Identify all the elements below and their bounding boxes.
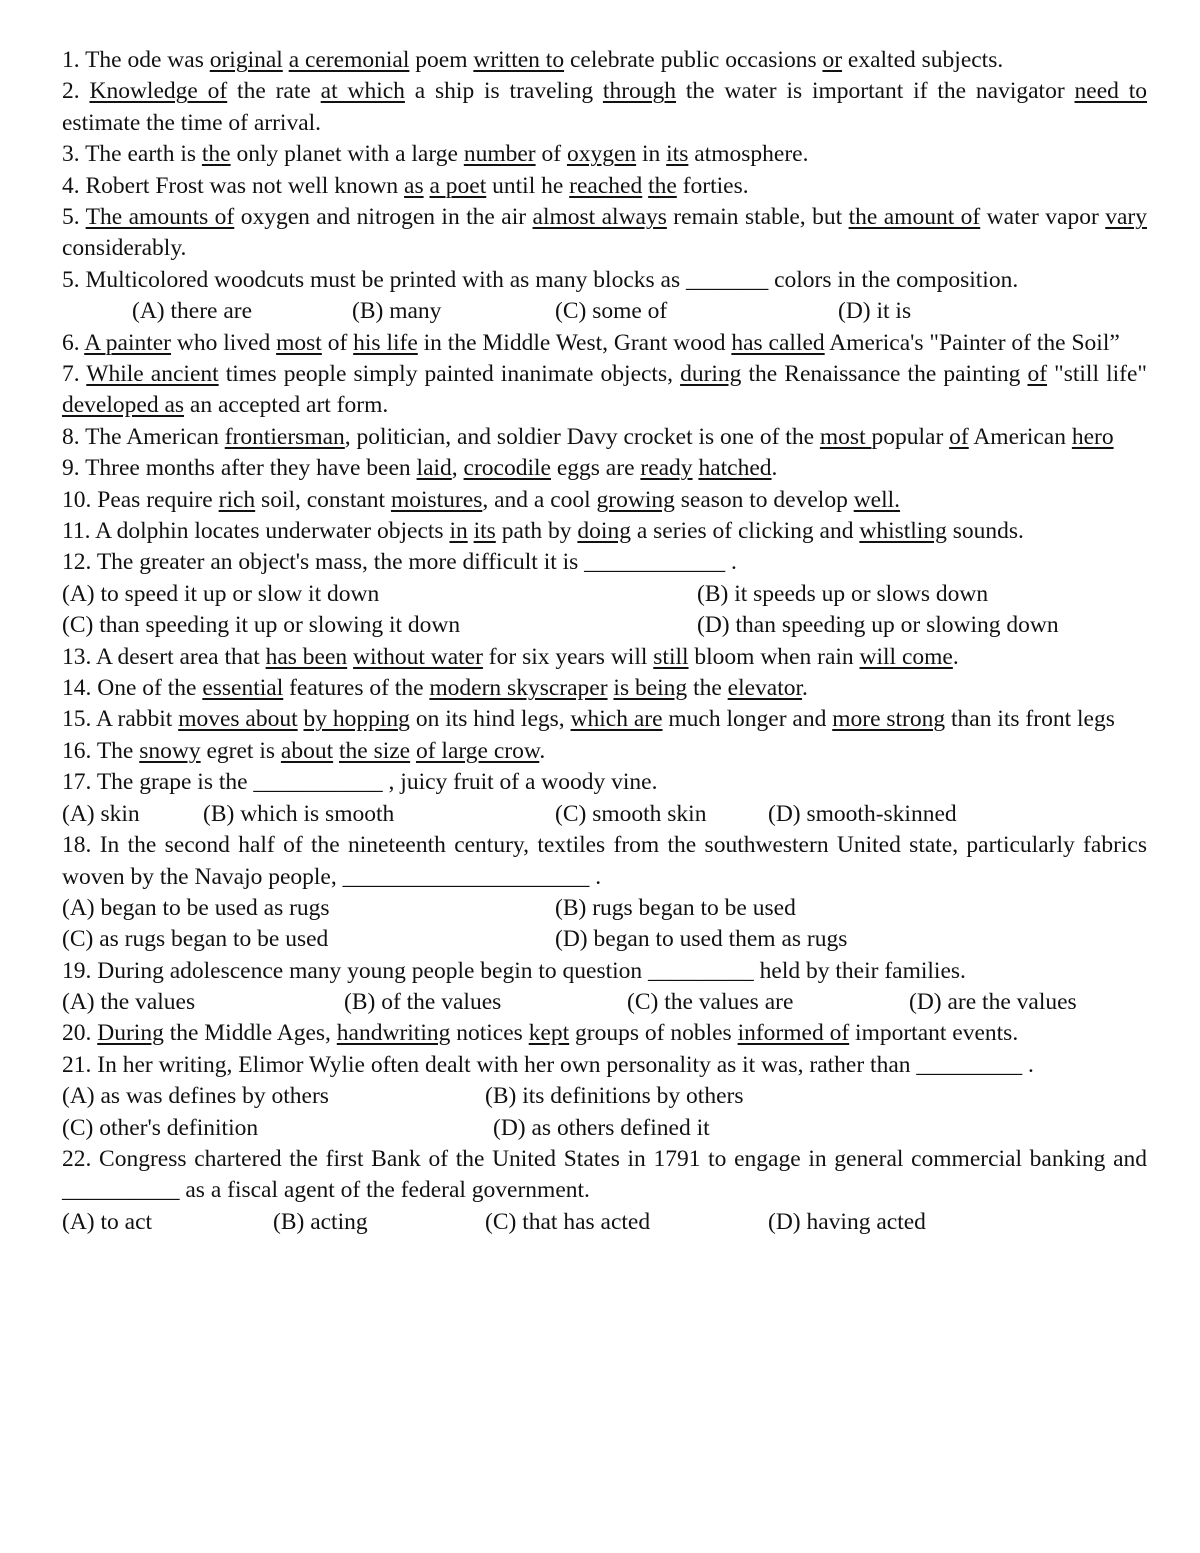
underlined-phrase: snowy	[139, 737, 201, 764]
underlined-phrase: crocodile	[463, 455, 551, 482]
question-text: for six years will	[482, 643, 654, 670]
answer-option[interactable]: (C) than speeding it up or slowing it down	[62, 612, 461, 639]
question-q16	[62, 736, 1147, 767]
underlined-phrase: in	[449, 518, 468, 545]
underlined-phrase: which are	[570, 706, 663, 733]
underlined-phrase: written to	[473, 47, 565, 73]
question-text: a ship is traveling	[404, 78, 603, 105]
underlined-phrase: oxygen	[566, 141, 637, 168]
underlined-phrase: the	[201, 141, 231, 168]
question-q12	[62, 547, 1147, 578]
underlined-phrase: The amounts of	[85, 204, 235, 231]
underlined-phrase: the amount of	[848, 204, 981, 231]
question-text: 20.	[62, 1020, 98, 1047]
question-text: 1. The ode was	[62, 47, 210, 73]
question-text: bloom when rain	[688, 643, 860, 670]
underlined-phrase: whistling	[859, 518, 947, 545]
question-text: in the Middle West, Grant wood	[417, 329, 732, 356]
question-text: .	[771, 455, 778, 482]
question-text: 16. The	[62, 737, 140, 764]
question-q2	[62, 76, 1147, 139]
underlined-phrase: will come	[859, 643, 953, 670]
question-text: who lived	[171, 329, 277, 356]
question-q20	[62, 1018, 1147, 1049]
underlined-phrase: need to	[1074, 78, 1147, 105]
question-text: 4. Robert Frost was not well known	[62, 172, 405, 199]
underlined-phrase: handwriting	[336, 1020, 451, 1047]
answer-option[interactable]: (A) as was defines by others	[62, 1083, 329, 1110]
question-q19	[62, 956, 1147, 987]
underlined-phrase: most	[819, 423, 872, 450]
underlined-phrase: doing	[577, 518, 631, 545]
answer-option[interactable]: (A) the values	[62, 989, 196, 1016]
answer-options-row	[62, 799, 1147, 830]
question-q8	[62, 422, 1147, 453]
answer-option[interactable]: (B) of the values	[344, 989, 502, 1016]
question-text: 7.	[62, 361, 87, 388]
underlined-phrase: almost always	[532, 204, 667, 231]
underlined-phrase: of large crow	[415, 737, 540, 764]
answer-option[interactable]: (C) smooth skin	[555, 800, 707, 827]
question-text: poem	[409, 47, 474, 73]
question-text: in	[636, 141, 667, 168]
underlined-phrase: kept	[528, 1020, 570, 1047]
question-text: the Renaissance the painting	[741, 361, 1028, 388]
underlined-phrase: laid	[416, 455, 452, 482]
question-q9	[62, 453, 1147, 484]
answer-option[interactable]: (B) which is smooth	[203, 800, 395, 827]
underlined-phrase: ready	[640, 455, 693, 482]
underlined-phrase: without water	[353, 643, 483, 670]
underlined-phrase: reached	[569, 172, 643, 199]
underlined-phrase: vary	[1105, 204, 1148, 231]
underlined-phrase: at which	[320, 78, 405, 105]
answer-option[interactable]: (B) it speeds up or slows down	[697, 580, 989, 607]
underlined-phrase: essential	[202, 675, 284, 702]
question-q3	[62, 139, 1147, 170]
question-text: 19. During adolescence many young people begin to question _________ held by their families.	[62, 957, 966, 984]
underlined-phrase: hero	[1071, 423, 1114, 450]
question-q6	[62, 328, 1147, 359]
answer-option[interactable]: (D) as others defined it	[493, 1114, 710, 1141]
question-text: , politician, and soldier Davy crocket is one of the	[344, 423, 820, 450]
answer-options-row	[62, 893, 1147, 924]
underlined-phrase: elevator	[727, 675, 803, 702]
underlined-phrase: moves about	[178, 706, 298, 733]
question-q11	[62, 516, 1147, 547]
underlined-phrase: frontiersman	[224, 423, 345, 450]
question-text: of	[535, 141, 567, 168]
underlined-phrase: its	[666, 141, 689, 168]
answer-option[interactable]: (D) began to used them as rugs	[555, 926, 848, 953]
answer-options-row	[62, 296, 1147, 327]
question-text: the rate	[227, 78, 321, 105]
answer-option[interactable]: (B) many	[352, 298, 442, 325]
underlined-phrase: modern skyscraper	[429, 675, 608, 702]
question-q7	[62, 359, 1147, 422]
question-q10	[62, 485, 1147, 516]
question-text: considerably.	[62, 235, 187, 262]
underlined-phrase: of	[949, 423, 969, 450]
underlined-phrase: about	[280, 737, 334, 764]
question-text: a series of clicking and	[630, 518, 860, 545]
underlined-phrase: rich	[218, 486, 256, 513]
underlined-phrase: Knowledge of	[89, 78, 228, 105]
question-text: .	[952, 643, 959, 670]
underlined-phrase: his life	[353, 329, 418, 356]
underlined-phrase: of	[1027, 361, 1048, 388]
underlined-phrase: as	[404, 172, 424, 199]
question-text: "still life"	[1047, 361, 1147, 388]
answer-option[interactable]: (A) there are	[132, 298, 253, 325]
question-text: America's "Painter of the Soil”	[824, 329, 1120, 356]
underlined-phrase: is being	[613, 675, 688, 702]
question-text: ,	[451, 455, 464, 482]
answer-option[interactable]: (B) acting	[273, 1208, 368, 1235]
question-text: 13. A desert area that	[62, 643, 266, 670]
question-text: 6.	[62, 329, 85, 356]
underlined-phrase: During	[97, 1020, 164, 1047]
question-text: 18. In the second half of the nineteenth century, textiles from the southwestern United state, particularly fabrics woven by the Navajo people, _____________________ .	[62, 832, 1147, 890]
question-text: remain stable, but	[666, 204, 849, 231]
question-text: soil, constant	[255, 486, 391, 513]
question-q1	[62, 45, 1147, 76]
answer-option[interactable]: (A) skin	[62, 800, 140, 827]
question-text: 5. Multicolored woodcuts must be printed with as many blocks as _______ colors in the composition.	[62, 266, 1019, 293]
answer-option[interactable]: (C) that has acted	[485, 1208, 651, 1235]
question-text: groups of nobles	[569, 1020, 738, 1047]
question-q13	[62, 642, 1147, 673]
question-text: forties.	[676, 172, 749, 199]
underlined-phrase: growing	[596, 486, 675, 513]
underlined-phrase: hatched	[698, 455, 772, 482]
question-text: important events.	[849, 1020, 1019, 1047]
underlined-phrase: or	[822, 47, 843, 73]
question-text: .	[802, 675, 808, 702]
question-q4	[62, 171, 1147, 202]
question-text: 5.	[62, 204, 86, 231]
question-q17	[62, 767, 1147, 798]
question-text: notices	[450, 1020, 529, 1047]
question-text: atmosphere.	[688, 141, 809, 168]
answer-options-row	[62, 579, 1147, 610]
underlined-phrase: has called	[731, 329, 825, 356]
question-text: egret is	[200, 737, 281, 764]
answer-option[interactable]: (A) to speed it up or slow it down	[62, 580, 380, 607]
question-text: estimate the time of arrival.	[62, 109, 322, 136]
question-text: on its hind legs,	[409, 706, 571, 733]
question-text: an accepted art form.	[184, 392, 389, 419]
question-text: 17. The grape is the ___________ , juicy fruit of a woody vine.	[62, 769, 658, 796]
underlined-phrase: more strong	[832, 706, 946, 733]
answer-options-row	[62, 1207, 1147, 1238]
answer-option[interactable]: (C) as rugs began to be used	[62, 926, 329, 953]
answer-option[interactable]: (A) began to be used as rugs	[62, 894, 330, 921]
question-text: popular	[871, 423, 950, 450]
underlined-phrase: most	[276, 329, 322, 356]
underlined-phrase: original	[209, 47, 283, 73]
question-text: 14. One of the	[62, 675, 203, 702]
question-text: .	[539, 737, 546, 764]
question-text: only planet with a large	[230, 141, 464, 168]
answer-option[interactable]: (D) smooth-skinned	[768, 800, 957, 827]
answer-options-row	[62, 610, 1147, 641]
question-text: features of the	[283, 675, 430, 702]
answer-option[interactable]: (D) having acted	[768, 1208, 926, 1235]
question-text: , and a cool	[482, 486, 597, 513]
answer-options-row	[62, 1081, 1147, 1112]
answer-option[interactable]: (D) than speeding up or slowing down	[697, 612, 1059, 639]
answer-option[interactable]: (B) rugs began to be used	[555, 894, 796, 921]
answer-option[interactable]: (D) are the values	[909, 989, 1077, 1016]
answer-option[interactable]: (C) other's definition	[62, 1114, 259, 1141]
question-text: the water is important if the navigator	[676, 78, 1075, 105]
question-text: water vapor	[980, 204, 1106, 231]
question-q15	[62, 704, 1147, 735]
underlined-phrase: through	[602, 78, 677, 105]
underlined-phrase: a poet	[429, 172, 487, 199]
question-text: season to develop	[674, 486, 854, 513]
question-q5b	[62, 265, 1147, 296]
underlined-phrase: the size	[338, 737, 411, 764]
underlined-phrase: A painter	[84, 329, 172, 356]
question-q22	[62, 1144, 1147, 1207]
underlined-phrase: informed of	[737, 1020, 850, 1047]
question-q21	[62, 1050, 1147, 1081]
question-q5a	[62, 202, 1147, 265]
answer-option[interactable]: (D) it is	[838, 298, 912, 325]
underlined-phrase: has been	[265, 643, 348, 670]
question-text: 12. The greater an object's mass, the more difficult it is ____________ .	[62, 549, 737, 576]
question-text: eggs are	[550, 455, 641, 482]
underlined-phrase: during	[680, 361, 742, 388]
answer-options-row	[62, 1113, 1147, 1144]
question-text: of	[321, 329, 354, 356]
question-text: 9. Three months after they have been	[62, 455, 417, 482]
question-q14	[62, 673, 1147, 704]
question-text: path by	[495, 518, 578, 545]
underlined-phrase: While ancient	[86, 361, 219, 388]
underlined-phrase: the	[648, 172, 677, 199]
answer-options-row	[62, 924, 1147, 955]
question-text: oxygen and nitrogen in the air	[234, 204, 533, 231]
question-text: until he	[486, 172, 570, 199]
underlined-phrase: moistures	[390, 486, 483, 513]
question-sheet	[62, 45, 1147, 1238]
question-text: the Middle Ages,	[163, 1020, 337, 1047]
question-text: American	[968, 423, 1072, 450]
question-text: 11. A dolphin locates underwater objects	[62, 518, 450, 545]
question-q18	[62, 830, 1147, 893]
question-text: than its front legs	[945, 706, 1115, 733]
question-text: times people simply painted inanimate objects,	[218, 361, 681, 388]
question-text: celebrate public occasions	[564, 47, 823, 73]
question-text: exalted subjects.	[842, 47, 1004, 73]
question-text: 10. Peas require	[62, 486, 219, 513]
answer-option[interactable]: (C) some of	[555, 298, 668, 325]
answer-option[interactable]: (C) the values are	[627, 989, 794, 1016]
underlined-phrase: a ceremonial	[288, 47, 410, 73]
question-text: 8. The American	[62, 423, 225, 450]
question-text: 21. In her writing, Elimor Wylie often dealt with her own personality as it was, rather than _________ .	[62, 1051, 1034, 1078]
underlined-phrase: still	[653, 643, 689, 670]
question-text: 3. The earth is	[62, 141, 202, 168]
question-text: the	[687, 675, 728, 702]
question-text: 15. A rabbit	[62, 706, 179, 733]
answer-options-row	[62, 987, 1147, 1018]
underlined-phrase: developed as	[62, 392, 185, 419]
answer-option[interactable]: (A) to act	[62, 1208, 153, 1235]
question-text: sounds.	[946, 518, 1024, 545]
underlined-phrase: well.	[853, 486, 901, 513]
question-text: 2.	[62, 78, 90, 105]
underlined-phrase: number	[463, 141, 536, 168]
underlined-phrase: by hopping	[303, 706, 410, 733]
underlined-phrase: its	[473, 518, 496, 545]
question-text: 22. Congress chartered the first Bank of the United States in 1791 to engage in general commercial banking and __________ as a fiscal agent of the federal government.	[62, 1146, 1147, 1204]
question-text: much longer and	[662, 706, 833, 733]
answer-option[interactable]: (B) its definitions by others	[485, 1083, 744, 1110]
